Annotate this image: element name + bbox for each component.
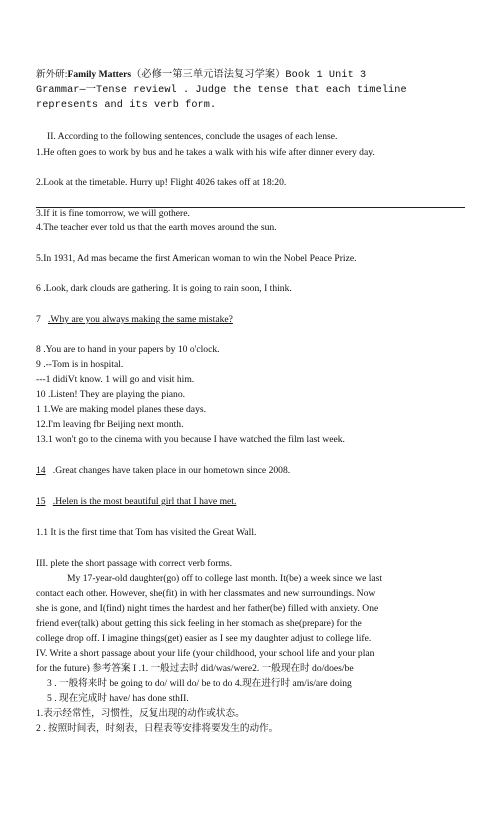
sentence-6: 6 .Look, dark clouds are gathering. It is going to rain soon, I think. <box>36 283 292 294</box>
sentence-10: 10 .Listen! They are playing the piano. <box>36 389 186 400</box>
section-4-line-2: for the future) 参考答案 I .1. 一般过去时 did/was/were2. 一般现在时 do/does/be <box>36 663 354 674</box>
passage-line-3: she is gone, and I(find) night times the hardest and her father(be) filled with anxiety. One <box>36 603 379 614</box>
sentence-15-number: 15 <box>36 496 46 507</box>
passage-line-4: friend ever(talk) about getting this sick feeling in her stomach as she(prepare) for the <box>36 618 362 629</box>
sentence-9-reply: ---1 didiVt know. 1 will go and visit him. <box>36 374 195 385</box>
sentence-11: 1 1.We are making model planes these days. <box>36 404 206 415</box>
sentence-3: 3.If it is fine tomorrow, we will gothere. <box>36 208 190 219</box>
sentence-14-text: .Great changes have taken place in our hometown since 2008. <box>52 465 291 476</box>
title-rest: （必修一第三单元语法复习学案）Book 1 Unit 3 <box>131 70 367 81</box>
conclusion-1: 1.表示经常性，习惯性，反复出现的动作或状态。 <box>36 708 245 719</box>
sentence-7-number: 7 <box>36 314 41 325</box>
sentence-12: 12.I'm leaving fbr Beijing next month. <box>36 419 184 430</box>
answer-line-5: 5 . 现在完成时 have/ has done sthII. <box>47 693 189 704</box>
sentence-15 <box>36 496 236 508</box>
doc-title <box>36 69 366 82</box>
sentence-7 <box>36 314 233 326</box>
answer-line-3: 3 . 一般将来时 be going to do/ will do/ be to do 4.现在进行时 am/is/are doing <box>47 678 352 689</box>
sentence-5: 5.In 1931, Ad mas became the first American woman to win the Nobel Peace Prize. <box>36 253 357 264</box>
title-bold: Family Matters <box>67 69 132 80</box>
passage-line-5: college drop off. I imagine things(get) easier as I see my daughter adjust to college life. <box>36 633 372 644</box>
section-4-line-1: IV. Write a short passage about your life (your childhood, your school life and your plan <box>36 648 375 659</box>
sentence-2: 2.Look at the timetable. Hurry up! Flight 4026 takes off at 18:20. <box>36 177 287 188</box>
title-line-3: represents and its verb form. <box>36 100 217 111</box>
sentence-16: 1.1 It is the first time that Tom has visited the Great Wall. <box>36 527 257 538</box>
sentence-8: 8 .You are to hand in your papers by 10 o'clock. <box>36 344 220 355</box>
section-2-heading: II. According to the following sentences, conclude the usages of each lense. <box>47 131 338 142</box>
sentence-7-text: .Why are you always making the same mistake? <box>48 314 233 325</box>
sentence-4: 4.The teacher ever told us that the earth moves around the sun. <box>36 222 277 233</box>
sentence-1: 1.He often goes to work by bus and he takes a walk with his wife after dinner every day. <box>36 147 375 158</box>
sentence-13: 13.1 won't go to the cinema with you because I have watched the film last week. <box>36 434 345 445</box>
conclusion-2: 2 . 按照时间表，时刻表，日程表等安排将要发生的动作。 <box>36 723 279 734</box>
title-prefix: 新外研: <box>36 69 68 80</box>
passage-line-2: contact each other. However, she(fit) in with her classmates and new surroundings. Now <box>36 588 376 599</box>
sentence-14-number: 14 <box>36 465 46 476</box>
sentence-9: 9 .--Tom is in hospital. <box>36 359 124 370</box>
section-3-heading: III. plete the short passage with correct verb forms. <box>36 558 233 569</box>
sentence-15-text: .Helen is the most beautiful girl that I have met. <box>52 496 237 507</box>
title-line-2: Grammar—一Tense reviewl . Judge the tense that each timeline <box>36 85 407 96</box>
sentence-14 <box>36 465 290 477</box>
passage-line-1: My 17-year-old daughter(go) off to college last month. It(be) a week since we last <box>67 573 383 584</box>
